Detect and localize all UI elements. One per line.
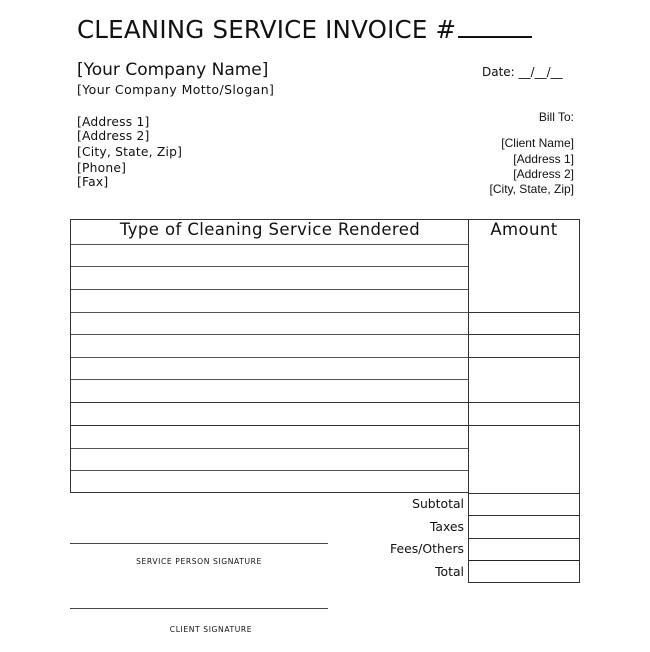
- row-divider: [71, 289, 469, 290]
- client-signature-line: [70, 608, 328, 609]
- row-divider: [71, 425, 469, 426]
- row-divider: [71, 379, 469, 380]
- amount-divider: [469, 402, 579, 403]
- service-items-table: [70, 219, 468, 493]
- company-phone: [Phone]: [77, 161, 127, 175]
- client-city-state-zip: [City, State, Zip]: [489, 182, 574, 196]
- fees-label: Fees/Others: [390, 541, 464, 556]
- amount-divider: [469, 312, 579, 313]
- row-divider: [71, 266, 469, 267]
- amount-column: [468, 219, 580, 583]
- bill-to-label: Bill To:: [538, 110, 574, 124]
- amount-divider: [469, 334, 579, 335]
- client-address-1: [Address 1]: [513, 152, 574, 166]
- invoice-date: Date: __/__/__: [482, 65, 563, 79]
- client-name: [Client Name]: [501, 136, 574, 150]
- company-fax: [Fax]: [77, 175, 109, 189]
- amount-divider: [469, 425, 579, 426]
- amount-divider: [469, 493, 579, 494]
- invoice-number-blank: [458, 14, 532, 38]
- amount-divider: [469, 515, 579, 516]
- amount-divider: [469, 538, 579, 539]
- company-motto: [Your Company Motto/Slogan]: [77, 82, 275, 97]
- service-person-signature-line: [70, 543, 328, 544]
- client-address-2: [Address 2]: [513, 167, 574, 181]
- taxes-label: Taxes: [429, 519, 464, 534]
- company-city-state-zip: [City, State, Zip]: [77, 145, 183, 159]
- amount-divider: [469, 560, 579, 561]
- amount-column-header: Amount: [490, 220, 558, 239]
- row-divider: [71, 357, 469, 358]
- row-divider: [71, 334, 469, 335]
- row-divider: [71, 448, 469, 449]
- row-divider: [71, 312, 469, 313]
- amount-divider: [469, 357, 579, 358]
- total-label: Total: [435, 564, 464, 579]
- service-column-header: Type of Cleaning Service Rendered: [119, 220, 421, 239]
- row-divider: [71, 402, 469, 403]
- row-divider: [71, 470, 469, 471]
- service-person-signature-label: SERVICE PERSON SIGNATURE: [136, 557, 262, 566]
- invoice-title-text: CLEANING SERVICE INVOICE #: [77, 15, 457, 44]
- row-divider: [71, 244, 469, 245]
- client-signature-label: CLIENT SIGNATURE: [169, 625, 253, 634]
- subtotal-label: Subtotal: [412, 496, 464, 511]
- company-name: [Your Company Name]: [77, 60, 269, 80]
- invoice-title: [77, 14, 532, 44]
- company-address-1: [Address 1]: [77, 115, 150, 129]
- company-address-2: [Address 2]: [77, 129, 150, 143]
